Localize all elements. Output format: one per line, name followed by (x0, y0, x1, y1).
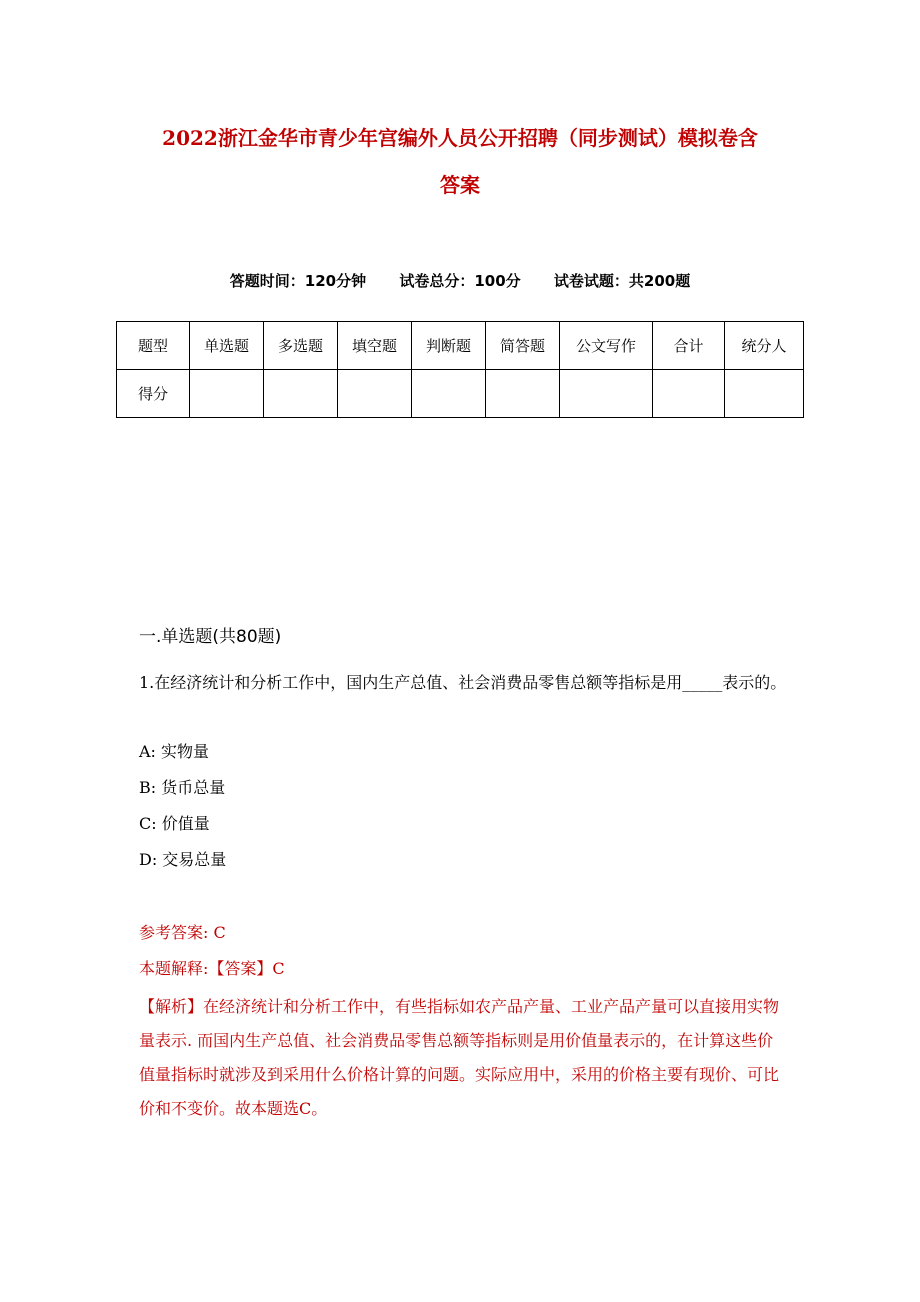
option-b: B: 货币总量 (139, 778, 226, 797)
table-header-cell: 题型 (117, 322, 190, 370)
score-table-header-row (117, 322, 804, 370)
exam-info (0, 270, 920, 292)
option-d: D: 交易总量 (139, 850, 227, 869)
score-table-row (117, 370, 804, 418)
score-table (116, 321, 804, 418)
question-stem: 1.在经济统计和分析工作中，国内生产总值、社会消费品零售总额等指标是用_____表示的。 (139, 673, 787, 692)
score-cell (412, 370, 486, 418)
section-heading: 一.单选题(共80题) (139, 627, 282, 647)
option-a: A: 实物量 (139, 742, 210, 761)
document-title-line-2: 答案 (440, 173, 480, 197)
score-cell (264, 370, 338, 418)
answer-explanation: 【解析】在经济统计和分析工作中，有些指标如农产品产量、工业产品产量可以直接用实物量表示. 而国内生产总值、社会消费品零售总额等指标则是用价值量表示的，在计算这些价值量指标时就涉及到采用什么价格计算的问题。实际应用中，采用的价格主要有现价、可比价和不变价。故本题选C。 (139, 997, 780, 1118)
table-header-cell: 单选题 (190, 322, 264, 370)
score-cell (486, 370, 560, 418)
document-title-line-1: 2022浙江金华市青少年宫编外人员公开招聘（同步测试）模拟卷含 (162, 126, 758, 150)
table-header-cell: 合计 (653, 322, 725, 370)
score-cell (560, 370, 653, 418)
exam-time: 答题时间：120分钟 (229, 272, 367, 290)
table-row-label: 得分 (117, 370, 190, 418)
table-header-cell: 判断题 (412, 322, 486, 370)
exam-total-score: 试卷总分：100分 (399, 272, 521, 290)
score-cell (338, 370, 412, 418)
option-c: C: 价值量 (139, 814, 210, 833)
score-cell (653, 370, 725, 418)
table-header-cell: 简答题 (486, 322, 560, 370)
answer-key: 本题解释:【答案】C (139, 959, 285, 978)
exam-question-count: 试卷试题：共200题 (553, 272, 691, 290)
score-cell (190, 370, 264, 418)
table-header-cell: 多选题 (264, 322, 338, 370)
table-header-cell: 公文写作 (560, 322, 653, 370)
table-header-cell: 统分人 (725, 322, 804, 370)
table-header-cell: 填空题 (338, 322, 412, 370)
reference-answer: 参考答案: C (139, 923, 226, 942)
score-cell (725, 370, 804, 418)
